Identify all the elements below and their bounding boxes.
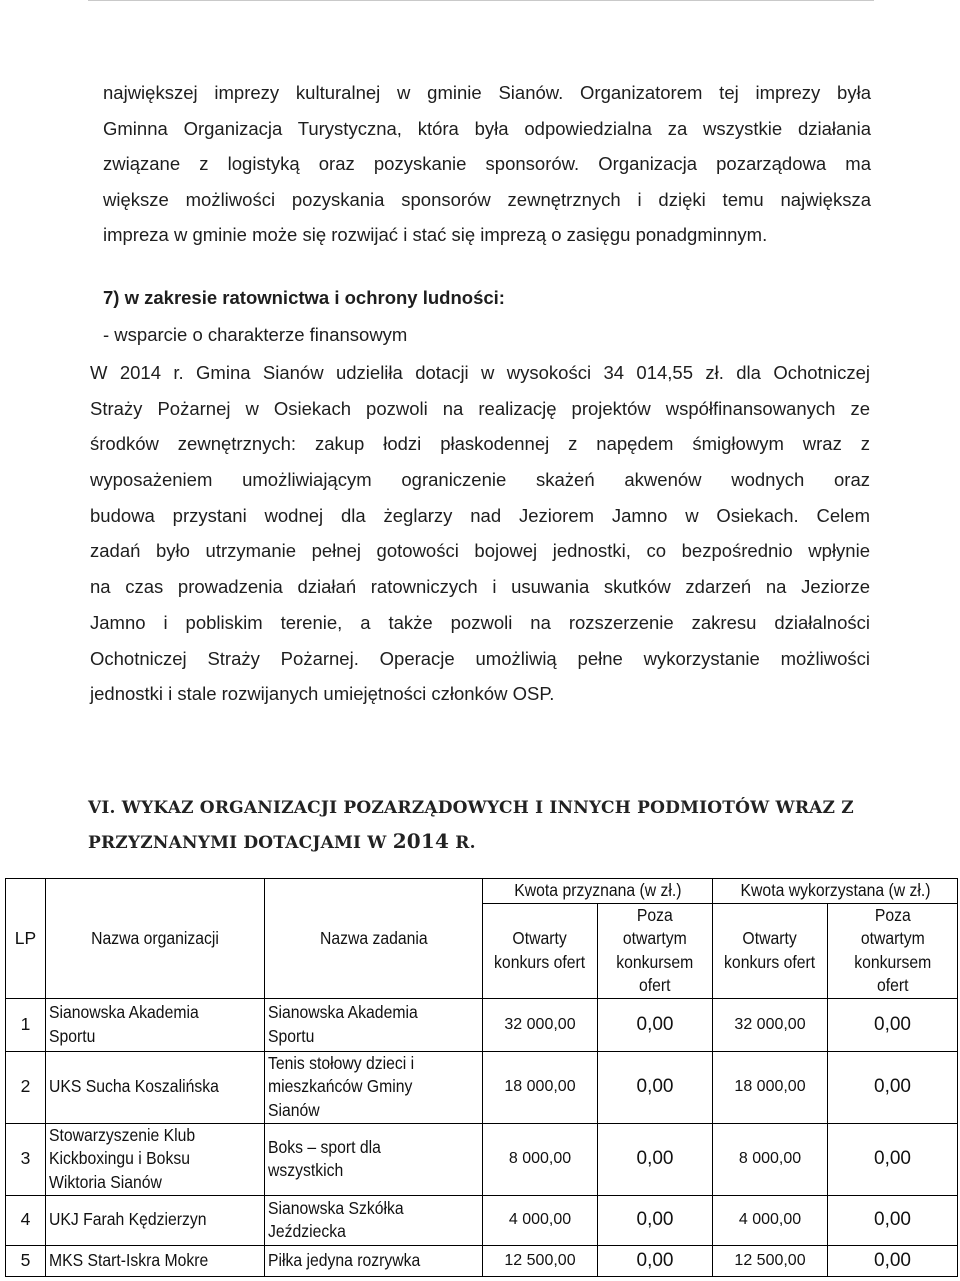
- cell-used-outside: 0,00: [828, 1123, 958, 1195]
- cell-task: [265, 998, 483, 1051]
- cell-task-text: Boks – sport dla wszystkich: [268, 1136, 381, 1180]
- cell-task: [265, 1195, 483, 1245]
- cell-org-text: UKJ Farah Kędzierzyn: [49, 1209, 207, 1230]
- cell-task: [265, 1245, 483, 1276]
- text-line: środków zewnętrznych: zakup łodzi płaskodennej z napędem śmigłowym wraz z: [90, 433, 870, 455]
- header-outside-line: konkursem: [616, 951, 694, 972]
- header-used-outside: [828, 903, 958, 998]
- header-outside-label: [854, 904, 931, 998]
- text-line: jednostki i stale rozwijanych umiejętności członków OSP.: [90, 683, 555, 705]
- organizations-table: [5, 878, 958, 1277]
- header-open-label: [494, 927, 585, 974]
- section-6-heading-suffix: R.: [449, 833, 476, 853]
- cell-task-text: Sianowska Akademia Sportu: [268, 1002, 418, 1046]
- header-outside-line: konkursem: [853, 951, 932, 972]
- cell-used-outside: 0,00: [828, 1245, 958, 1276]
- text-line: na czas prowadzenia działań ratowniczych i usuwania skutków zdarzeń na Jeziorze: [90, 576, 870, 598]
- cell-lp: 3: [6, 1123, 46, 1195]
- header-granted-open: [483, 903, 598, 998]
- header-open-line: konkurs ofert: [724, 951, 816, 972]
- cell-org: [46, 1051, 265, 1123]
- header-open-label: [724, 927, 815, 974]
- cell-task-text: Sianowska Szkółka Jeździecka: [268, 1197, 404, 1241]
- header-task-label: Nazwa zadania: [319, 927, 428, 948]
- table-row: [6, 1123, 958, 1195]
- header-outside-line: Poza: [637, 904, 673, 925]
- header-outside-line: otwartym: [860, 928, 925, 948]
- cell-task-text: Piłka jedyna rozrywka: [268, 1249, 421, 1270]
- cell-granted-open: 12 500,00: [483, 1245, 598, 1276]
- section-6-year: 2014: [392, 829, 450, 853]
- cell-org-text: UKS Sucha Koszalińska: [49, 1076, 219, 1097]
- cell-used-open: 32 000,00: [713, 998, 828, 1051]
- text-line: największej imprezy kulturalnej w gminie Sianów. Organizatorem tej imprezy była: [103, 82, 871, 103]
- text-line: Straży Pożarnej w Osiekach pozwoli na realizację projektów współfinansowanych ze: [90, 397, 870, 419]
- table-row: [6, 998, 958, 1051]
- cell-granted-open: 32 000,00: [483, 998, 598, 1051]
- cell-org: [46, 1123, 265, 1195]
- text-line: impreza w gminie może się rozwijać i stać się imprezą o zasięgu ponadgminnym.: [103, 224, 768, 245]
- table-row: [6, 1195, 958, 1245]
- cell-granted-outside: 0,00: [598, 1245, 713, 1276]
- section-7-subheading: - wsparcie o charakterze finansowym: [103, 324, 408, 345]
- header-outside-label: [616, 904, 693, 998]
- header-open-line: Otwarty: [742, 928, 798, 948]
- paragraph-intro: [103, 75, 871, 253]
- header-outside-line: ofert: [639, 975, 671, 995]
- header-org: [46, 879, 265, 999]
- cell-org-text: MKS Start-Iskra Mokre: [49, 1249, 209, 1270]
- cell-granted-outside: 0,00: [598, 1195, 713, 1245]
- text-line: budowa przystani wodnej dla żeglarzy nad Jeziorem Jamno w Osiekach. Celem: [90, 504, 870, 526]
- header-used-open: [713, 903, 828, 998]
- header-outside-line: Poza: [874, 904, 911, 925]
- table-header-row: [6, 879, 958, 904]
- cell-lp: 5: [6, 1245, 46, 1276]
- text-line: Gminna Organizacja Turystyczna, która była odpowiedzialna za wszystkie działania: [103, 117, 871, 139]
- cell-granted-outside: 0,00: [598, 1051, 713, 1123]
- header-outside-line: otwartym: [623, 928, 687, 948]
- text-line: Jamno i pobliskim terenie, a także pozwoli na rozszerzenie zakresu działalności: [90, 611, 870, 633]
- cell-used-open: 18 000,00: [713, 1051, 828, 1123]
- top-rule: [88, 0, 874, 1]
- table-row: [6, 1245, 958, 1276]
- cell-granted-outside: 0,00: [598, 998, 713, 1051]
- cell-used-open: 8 000,00: [713, 1123, 828, 1195]
- cell-used-open: 12 500,00: [713, 1245, 828, 1276]
- section-6-heading-line-1: VI. WYKAZ ORGANIZACJI POZARZĄDOWYCH I INNYCH PODMIOTÓW WRAZ Z: [88, 798, 854, 818]
- header-task: [265, 879, 483, 999]
- cell-granted-open: 8 000,00: [483, 1123, 598, 1195]
- header-org-label: Nazwa organizacji: [91, 927, 219, 948]
- cell-granted-open: 18 000,00: [483, 1051, 598, 1123]
- section-6-heading-line-2: [88, 825, 854, 860]
- cell-used-outside: 0,00: [828, 1195, 958, 1245]
- header-granted-outside: [598, 903, 713, 998]
- header-outside-line: ofert: [876, 975, 909, 995]
- paragraph-section-7: [90, 355, 870, 712]
- header-granted-label: Kwota przyznana (w zł.): [513, 880, 682, 900]
- text-line: wyposażeniem umożliwiającym ograniczenie skażeń akwenów wodnych oraz: [90, 469, 870, 491]
- text-line: W 2014 r. Gmina Sianów udzieliła dotacji w wysokości 34 014,55 zł. dla Ochotniczej: [90, 362, 870, 383]
- header-open-line: Otwarty: [512, 928, 568, 948]
- cell-used-outside: 0,00: [828, 1051, 958, 1123]
- header-used: [713, 879, 958, 904]
- text-line: większe możliwości pozyskania sponsorów zewnętrznych i dzięki temu największa: [103, 188, 871, 210]
- cell-used-open: 4 000,00: [713, 1195, 828, 1245]
- text-line: zadań było utrzymanie pełnej gotowości bojowej jednostki, co bezpośrednio wpłynie: [90, 540, 870, 562]
- cell-lp: 4: [6, 1195, 46, 1245]
- cell-org-text: Sianowska Akademia Sportu: [49, 1002, 199, 1046]
- cell-org: [46, 998, 265, 1051]
- cell-org: [46, 1195, 265, 1245]
- cell-used-outside: 0,00: [828, 998, 958, 1051]
- section-6-heading-text: PRZYZNANYMI DOTACJAMI W: [88, 833, 393, 853]
- cell-granted-outside: 0,00: [598, 1123, 713, 1195]
- table-row: [6, 1051, 958, 1123]
- section-7-heading: 7) w zakresie ratownictwa i ochrony ludności:: [103, 287, 505, 308]
- header-open-line: konkurs ofert: [494, 951, 586, 972]
- cell-org-text: Stowarzyszenie Klub Kickboxingu i Boksu Wiktoria Sianów: [49, 1124, 196, 1192]
- section-6-heading: [88, 792, 854, 860]
- header-used-label: Kwota wykorzystana (w zł.): [740, 880, 930, 900]
- text-line: Ochotniczej Straży Pożarnej. Operacje umożliwią pełne wykorzystanie możliwości: [90, 647, 870, 669]
- cell-granted-open: 4 000,00: [483, 1195, 598, 1245]
- cell-lp: 2: [6, 1051, 46, 1123]
- cell-task-text: Tenis stołowy dzieci i mieszkańców Gminy Sianów: [268, 1052, 415, 1120]
- header-granted: [483, 879, 713, 904]
- header-lp: LP: [6, 879, 46, 999]
- cell-lp: 1: [6, 998, 46, 1051]
- cell-task: [265, 1123, 483, 1195]
- cell-task: [265, 1051, 483, 1123]
- text-line: związane z logistyką oraz pozyskanie sponsorów. Organizacja pozarządowa ma: [103, 153, 871, 174]
- cell-org: [46, 1245, 265, 1276]
